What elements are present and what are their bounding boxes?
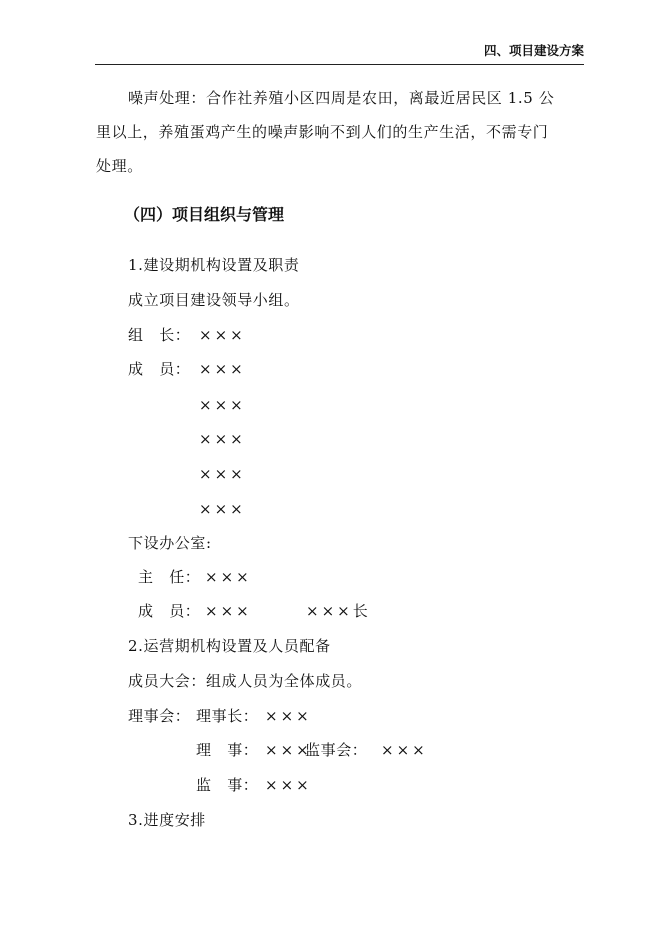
section-heading: （四）项目组织与管理 (124, 205, 285, 224)
noise-paragraph-line-3: 处理。 (96, 157, 143, 175)
chairman-label: 理事长： (196, 707, 259, 725)
noise-paragraph-line-2: 里以上，养殖蛋鸡产生的噪声影响不到人们的生产生活，不需专门 (96, 123, 549, 141)
chairman-value: ××× (265, 707, 312, 725)
director-value: ××× (205, 568, 252, 586)
office-intro: 下设办公室: (128, 534, 212, 552)
member-value: ××× (199, 396, 246, 414)
director-role-value: ××× (265, 741, 312, 759)
leader-value: ××× (199, 326, 246, 344)
subsection-1-title: 1.建设期机构设置及职责 (128, 256, 300, 274)
subsection-1-intro: 成立项目建设领导小组。 (128, 291, 300, 309)
subsection-3-title: 3.进度安排 (128, 811, 206, 829)
director-label: 主 任： (138, 568, 201, 586)
supervisory-board-value: ××× (381, 741, 428, 759)
member-value: ××× (199, 465, 246, 483)
noise-paragraph-line-1: 噪声处理：合作社养殖小区四周是农田，离最近居民区 1.5 公 (128, 89, 555, 107)
header-rule (95, 64, 584, 65)
supervisory-board-label: 监事会： (305, 741, 368, 759)
supervisor-label: 监 事： (196, 776, 259, 794)
office-member-value: ××× (205, 602, 252, 620)
assembly-line: 成员大会：组成人员为全体成员。 (128, 672, 363, 690)
member-label: 成 员： (128, 360, 191, 378)
header-title: 四、项目建设方案 (483, 43, 584, 58)
subsection-2-title: 2.运营期机构设置及人员配备 (128, 637, 331, 655)
office-member-value-2: ×××长 (306, 602, 371, 620)
office-member-label: 成 员： (138, 602, 201, 620)
council-label: 理事会： (128, 707, 191, 725)
director-role-label: 理 事： (196, 741, 259, 759)
supervisor-value: ××× (265, 776, 312, 794)
leader-label: 组 长： (128, 326, 191, 344)
member-value: ××× (199, 360, 246, 378)
member-value: ××× (199, 500, 246, 518)
member-value: ××× (199, 430, 246, 448)
